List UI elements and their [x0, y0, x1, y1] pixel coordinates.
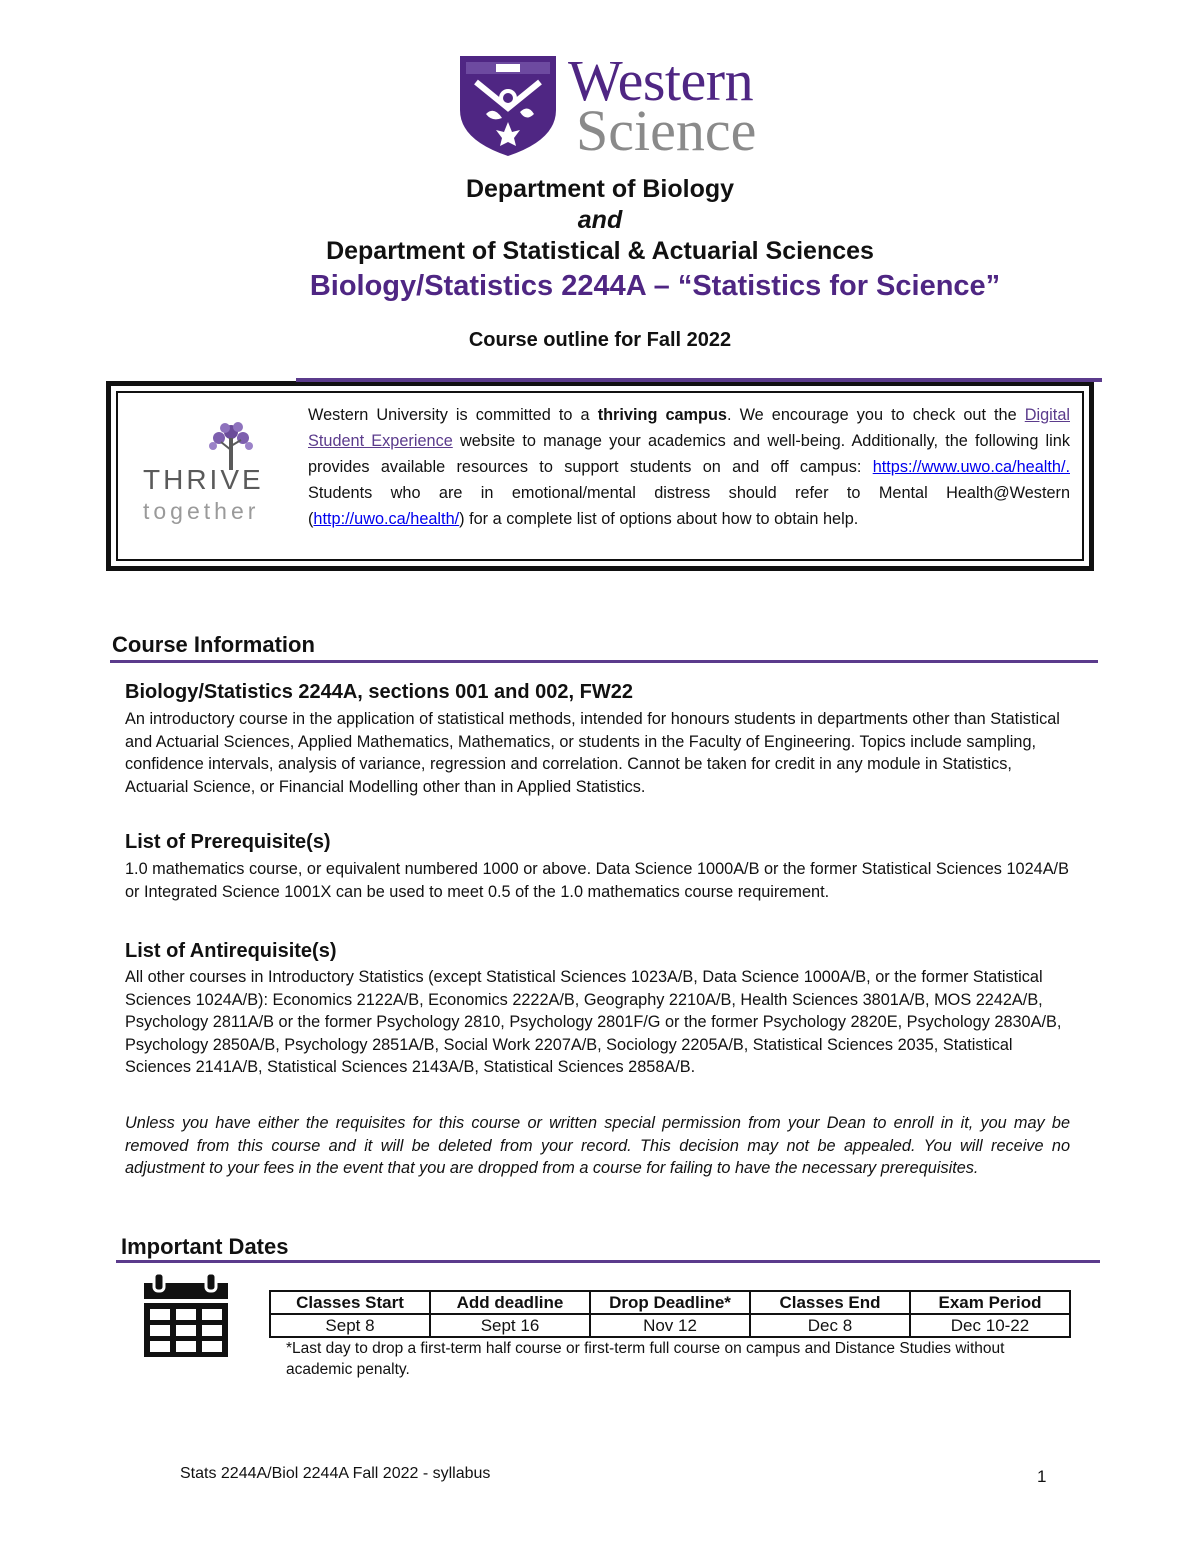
- thrive-text-3: website to manage your academics and well-being. Additionally, the following link provides available resources to support students on and off campus:: [308, 432, 1070, 476]
- antirequisites-text: All other courses in Introductory Statistics (except Statistical Sciences 1023A/B, Data Science 1000A/B, or the former Statistical Sciences 1024A/B): Economics 2122A/B, Economics 2222A/B, Geography 2210A/B, Health Sciences 3801A/B, MOS 2242A/B, Psychology 2811A/B or the former Psychology 2810, Psychology 2801F/G or the former Psychology 2820E, Psychology 2830A/B, Psychology 2850A/B, Psychology 2851A/B, Social Work 2207A/B, Sociology 2205A/B, Statistical Sciences 2035, Statistical Sciences 2141A/B, Statistical Sciences 2143A/B, Statistical Sciences 2858A/B.: [125, 968, 1062, 1076]
- important-dates-heading: Important Dates: [121, 1234, 289, 1259]
- department-biology: Department of Biology: [465, 175, 735, 203]
- col-drop-deadline: Drop Deadline*: [590, 1291, 750, 1314]
- val-add-deadline: Sept 16: [430, 1314, 590, 1337]
- thrive-word: THRIVE: [143, 464, 264, 495]
- antirequisites-heading: List of Antirequisite(s): [125, 940, 337, 962]
- important-dates-table: [269, 1290, 1071, 1338]
- col-exam-period: Exam Period: [910, 1291, 1070, 1314]
- course-information-rule: [110, 660, 1098, 663]
- important-dates-rule: [116, 1260, 1100, 1263]
- thrive-text-5: ) for a complete list of options about how to obtain help.: [459, 510, 859, 528]
- thrive-box-accent-line: [296, 378, 1102, 382]
- thrive-text-2: . We encourage you to check out the: [726, 406, 1025, 424]
- val-classes-end: Dec 8: [750, 1314, 910, 1337]
- page-number: 1: [1037, 1467, 1047, 1486]
- requisites-warning: Unless you have either the requisites for this course or written special permission from your Dean to enroll in it, you may be removed from this course and it will be deleted from your record. This decision may not be appealed. You will receive no adjustment to your fees in the event that you are dropped from a course for failing to have the necessary prerequisites.: [125, 1114, 1070, 1177]
- mental-health-link[interactable]: http://uwo.ca/health/: [313, 510, 460, 528]
- course-sections-heading: Biology/Statistics 2244A, sections 001 and 002, FW22: [125, 681, 633, 703]
- course-information-heading: Course Information: [112, 632, 315, 657]
- logo-line-science: Science: [576, 98, 757, 163]
- prerequisites-heading: List of Prerequisite(s): [125, 831, 331, 853]
- val-exam-period: Dec 10-22: [910, 1314, 1070, 1337]
- thrive-text-4: Students who are in emotional/mental distress should refer to Mental Health@Western (: [308, 484, 1070, 528]
- course-description: An introductory course in the application of statistical methods, intended for honours students in departments other than Statistical and Actuarial Sciences, Applied Mathematics, Mathematics, or students in the Faculty of Engineering. Topics include sampling, confidence intervals, analysis of variance, regression and correlation. Cannot be taken for credit in any module in Statistics, Actuarial Science, or Financial Modelling other than in Applied Statistics.: [125, 710, 1060, 796]
- col-classes-end: Classes End: [750, 1291, 910, 1314]
- prerequisites-text: 1.0 mathematics course, or equivalent numbered 1000 or above. Data Science 1000A/B or the former Statistical Sciences 1024A/B or Integrated Science 1001X can be used to meet 0.5 of the 1.0 mathematics course requirement.: [125, 860, 1069, 901]
- course-outline-title: Course outline for Fall 2022: [468, 329, 732, 351]
- western-science-logo: [458, 48, 808, 163]
- thrive-text-1: Western University is committed to a: [308, 406, 598, 424]
- title-conjunction: and: [577, 206, 623, 234]
- thrive-together-logo: [143, 420, 283, 530]
- calendar-icon: [142, 1273, 230, 1357]
- val-classes-start: Sept 8: [270, 1314, 430, 1337]
- uwo-health-link[interactable]: https://www.uwo.ca/health/.: [872, 458, 1070, 476]
- logo-line-western: Western: [568, 48, 754, 113]
- page-footer: Stats 2244A/Biol 2244A Fall 2022 - syllabus: [180, 1465, 491, 1482]
- col-add-deadline: Add deadline: [430, 1291, 590, 1314]
- together-word: together: [143, 498, 260, 524]
- drop-deadline-footnote: *Last day to drop a first-term half course or first-term full course on campus and Distance Studies without academic penalty.: [286, 1340, 1005, 1378]
- dates-header-row: [270, 1291, 1070, 1314]
- val-drop-deadline: Nov 12: [590, 1314, 750, 1337]
- dates-value-row: [270, 1314, 1070, 1337]
- department-statistics: Department of Statistical & Actuarial Sciences: [326, 237, 874, 265]
- digital-student-experience-link[interactable]: Digital Student Experience: [308, 406, 1070, 450]
- western-crest-icon: [458, 52, 558, 158]
- course-title: Biology/Statistics 2244A – “Statistics for Science”: [309, 270, 1001, 302]
- col-classes-start: Classes Start: [270, 1291, 430, 1314]
- thrive-message: [308, 402, 1070, 532]
- thriving-campus-text: thriving campus: [597, 406, 727, 424]
